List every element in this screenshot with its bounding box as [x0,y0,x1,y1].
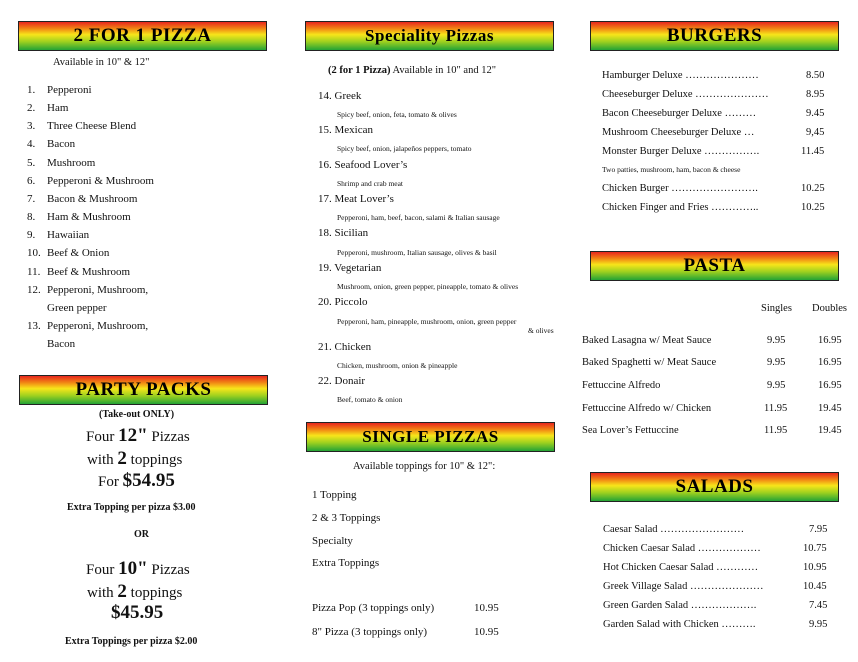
speciality-item-name: 14. Greek [318,90,362,102]
item-name: Cheeseburger Deluxe [602,90,693,100]
single-item: 2 & 3 Toppings [312,512,381,524]
burger-price: 10.25 [801,202,825,213]
pasta-name: Fettuccine Alfredo [582,380,661,391]
burger-name [602,128,754,139]
dot-leader: ……… [724,109,757,119]
list-item-name: Mushroom [47,157,96,169]
speciality-item-name: 19. Vegetarian [318,262,382,274]
list-item-name: Ham [47,102,69,114]
eight-inch-pizza-price: 10.95 [474,626,499,638]
list-item-number: 1. [27,84,36,96]
dot-leader: ………………… [695,90,769,100]
pasta-single-price: 11.95 [764,425,788,436]
list-item-name: Bacon & Mushroom [47,193,138,205]
pack1-line3 [98,471,175,490]
list-item-number: 4. [27,138,36,150]
salads-banner: SALADS [590,472,839,502]
pack-text: with [87,585,118,601]
speciality-item-name: 17. Meat Lover’s [318,193,394,205]
burger-name [602,109,756,120]
pack2-line1 [86,559,190,578]
burger-price: 8.50 [806,70,825,81]
list-item-number: 12. [27,284,41,296]
pack-text: Pizzas [147,562,190,578]
item-name: Mushroom Cheeseburger Deluxe [602,128,742,138]
pasta-banner: PASTA [590,251,839,281]
dot-leader: ……………… [697,544,761,554]
pack-size: 10" [118,558,148,579]
speciality-pizzas-banner: Speciality Pizzas [305,21,554,51]
salad-name [603,544,761,555]
speciality-item-desc: & olives [528,326,554,335]
speciality-item-name: 15. Mexican [318,124,373,136]
pack-size: 12" [118,425,148,446]
item-name: Hamburger Deluxe [602,71,683,81]
list-item-name: Beef & Mushroom [47,266,131,278]
pack-price: $45.95 [111,602,164,623]
pasta-single-price: 11.95 [764,403,788,414]
pack-text: toppings [126,452,183,468]
burger-name [602,71,759,82]
list-item-name: Green pepper [47,302,107,314]
takeout-only-label: (Take-out ONLY) [99,409,175,420]
pasta-doubles-header: Doubles [812,303,847,314]
extra-topping-10-label: Extra Toppings per pizza $2.00 [65,636,198,647]
dot-leader: ……………………. [671,184,758,194]
pasta-name: Baked Spaghetti w/ Meat Sauce [582,357,717,368]
dot-leader: ………………… [685,71,759,81]
list-item-number: 8. [27,211,36,223]
pack1-line2 [87,449,182,468]
speciality-item-desc: Mushroom, onion, green pepper, pineapple, tomato & olives [337,282,519,291]
salad-price: 7.95 [809,524,828,535]
burgers-banner: BURGERS [590,21,839,51]
dot-leader: ……………. [704,147,760,157]
list-item-number: 10. [27,247,41,259]
two-for-one-pizza-banner: 2 FOR 1 PIZZA [18,21,267,51]
monster-burger-desc: Two patties, mushroom, ham, bacon & cheese [602,165,741,174]
dot-leader: … [743,128,755,138]
available-sizes-label: Available in 10" & 12" [53,57,150,68]
item-name: Monster Burger Deluxe [602,147,702,157]
pack2-line2 [87,582,182,601]
item-name: Greek Village Salad [603,582,688,592]
pasta-double-price: 16.95 [818,380,842,391]
speciality-subtitle [328,66,496,77]
pasta-single-price: 9.95 [767,357,786,368]
eight-inch-pizza-name: 8" Pizza (3 toppings only) [312,626,428,638]
single-item: Specialty [312,535,353,547]
list-item-name: Pepperoni, Mushroom, [47,320,149,332]
list-item-number: 13. [27,320,41,332]
pizza-pop-price: 10.95 [474,602,499,614]
speciality-item-name: 21. Chicken [318,341,372,353]
item-name: Bacon Cheeseburger Deluxe [602,109,722,119]
pack-text: For [98,474,123,490]
pack-text: toppings [126,585,183,601]
burger-name [602,147,759,158]
salad-price: 9.95 [809,619,828,630]
pack-topping-count: 2 [117,448,127,469]
salad-name [603,582,763,593]
salad-name [603,563,758,574]
pack-text: with [87,452,118,468]
speciality-item-desc: Pepperoni, mushroom, Italian sausage, olives & basil [337,248,497,257]
speciality-item-desc: Beef, tomato & onion [337,395,403,404]
list-item-number: 6. [27,175,36,187]
speciality-item-desc: Spicy beef, onion, jalapeños peppers, tomato [337,144,472,153]
burger-price: 8.95 [806,89,825,100]
pack-topping-count: 2 [117,581,127,602]
list-item-name: Bacon [47,338,76,350]
speciality-item-name: 22. Donair [318,375,366,387]
item-name: Caesar Salad [603,525,658,535]
salad-price: 10.75 [803,543,827,554]
pasta-single-price: 9.95 [767,335,786,346]
pasta-name: Sea Lover’s Fettuccine [582,425,679,436]
pasta-double-price: 19.45 [818,425,842,436]
dot-leader: …………………… [660,525,745,535]
pasta-double-price: 16.95 [818,357,842,368]
speciality-item-desc: Pepperoni, ham, pineapple, mushroom, onion, green pepper [337,317,517,326]
salad-price: 10.45 [803,581,827,592]
speciality-item-desc: Shrimp and crab meat [337,179,404,188]
list-item-name: Bacon [47,138,76,150]
burger-price: 10.25 [801,183,825,194]
pack-price: $54.95 [122,470,175,491]
dot-leader: ………. [721,620,756,630]
or-label: OR [134,529,149,540]
salad-name [603,601,756,612]
dot-leader: ………………. [690,601,757,611]
item-name: Hot Chicken Caesar Salad [603,563,714,573]
pasta-single-price: 9.95 [767,380,786,391]
speciality-item-name: 18. Sicilian [318,227,369,239]
item-name: Green Garden Salad [603,601,689,611]
salad-name [603,525,744,536]
single-item: 1 Topping [312,489,357,501]
item-name: Garden Salad with Chicken [603,620,719,630]
salad-name [603,620,756,631]
pizza-pop-name: Pizza Pop (3 toppings only) [312,602,435,614]
pack1-line1 [86,426,190,445]
pasta-name: Fettuccine Alfredo w/ Chicken [582,403,712,414]
list-item-name: Ham & Mushroom [47,211,131,223]
list-item-name: Three Cheese Blend [47,120,137,132]
burger-price: 9,45 [806,127,825,138]
item-name: Chicken Burger [602,184,669,194]
single-item: Extra Toppings [312,557,380,569]
pasta-double-price: 19.45 [818,403,842,414]
list-item-number: 3. [27,120,36,132]
item-name: Chicken Caesar Salad [603,544,696,554]
pasta-singles-header: Singles [761,303,792,314]
single-available-label: Available toppings for 10" & 12": [353,461,496,472]
pack-text: Pizzas [147,429,190,445]
list-item-name: Beef & Onion [47,247,110,259]
speciality-item-name: 20. Piccolo [318,296,368,308]
speciality-item-desc: Chicken, mushroom, onion & pineapple [337,361,458,370]
speciality-item-desc: Spicy beef, onion, feta, tomato & olives [337,110,457,119]
speciality-item-name: 16. Seafood Lover’s [318,159,408,171]
pack2-line3 [111,603,163,622]
list-item-number: 2. [27,102,36,114]
single-pizzas-banner: SINGLE PIZZAS [306,422,555,452]
subtitle-rest: Available in 10" and 12" [390,65,496,76]
pasta-name: Baked Lasagna w/ Meat Sauce [582,335,712,346]
pack-text: Four [86,429,119,445]
list-item-name: Pepperoni & Mushroom [47,175,154,187]
burger-price: 9.45 [806,108,825,119]
list-item-name: Hawaiian [47,229,90,241]
list-item-name: Pepperoni [47,84,92,96]
list-item-number: 7. [27,193,36,205]
dot-leader: ………… [716,563,759,573]
burger-name [602,90,769,101]
list-item-name: Pepperoni, Mushroom, [47,284,149,296]
party-packs-banner: PARTY PACKS [19,375,268,405]
dot-leader: ………………… [689,582,764,592]
salad-price: 7.45 [809,600,828,611]
extra-topping-12-label: Extra Topping per pizza $3.00 [67,502,196,513]
burger-name [602,203,758,214]
burger-price: 11.45 [801,146,825,157]
list-item-number: 9. [27,229,36,241]
subtitle-bold: (2 for 1 Pizza) [328,65,391,76]
list-item-number: 11. [27,266,41,278]
item-name: Chicken Finger and Fries [602,203,709,213]
dot-leader: ………….. [711,203,759,213]
pack-text: Four [86,562,119,578]
burger-name [602,184,758,195]
list-item-number: 5. [27,157,36,169]
speciality-item-desc: Pepperoni, ham, beef, bacon, salami & Italian sausage [337,213,500,222]
salad-price: 10.95 [803,562,827,573]
pasta-double-price: 16.95 [818,335,842,346]
